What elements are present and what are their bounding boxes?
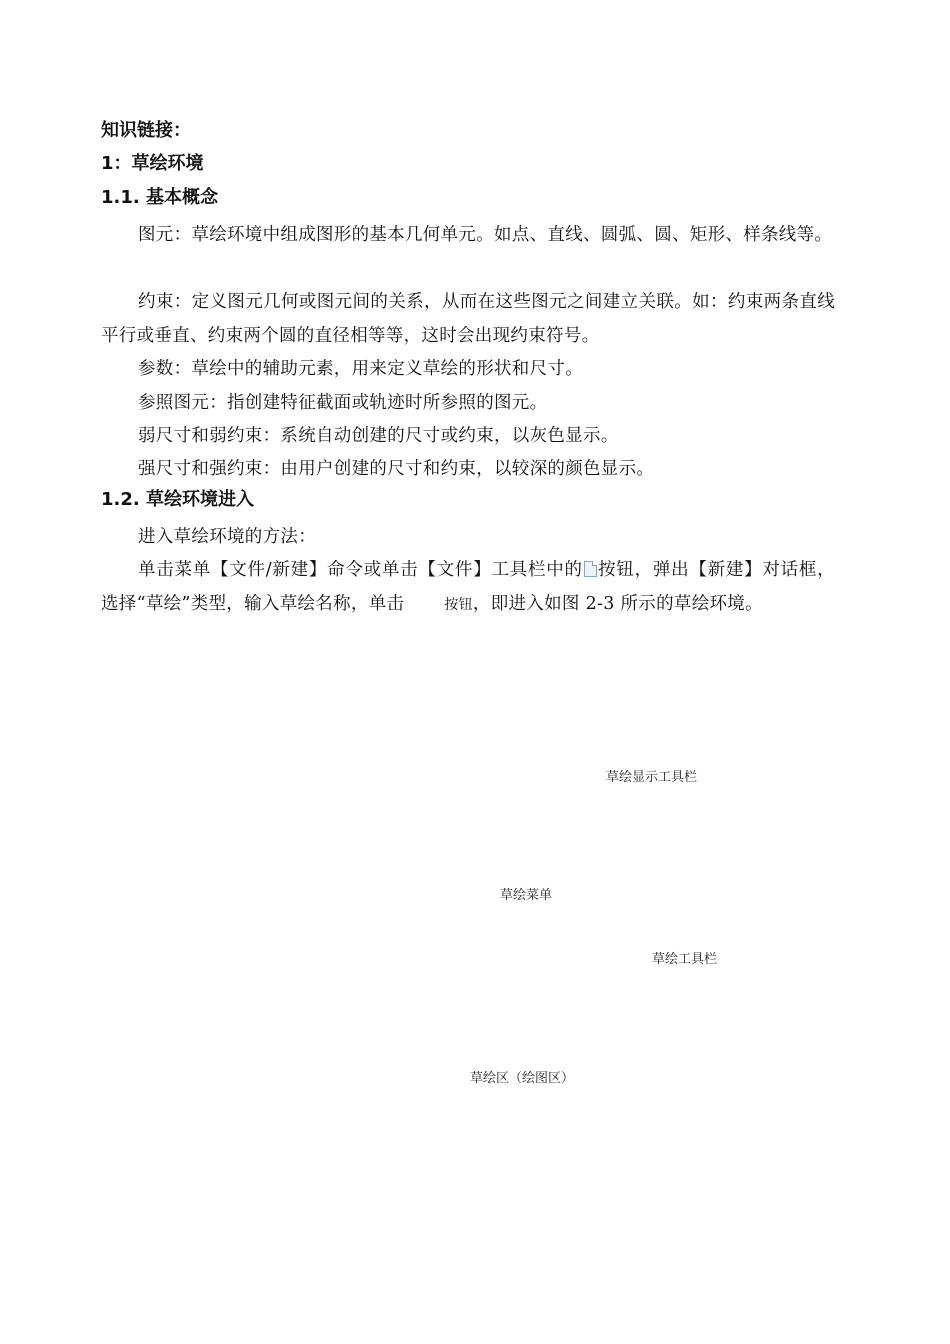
new-file-icon — [584, 561, 597, 577]
strong-dimension-paragraph: 强尺寸和强约束：由用户创建的尺寸和约束，以较深的颜色显示。 — [138, 459, 655, 479]
knowledge-link-heading: 知识链接： — [101, 120, 191, 141]
enter-steps-button-word: 按钮 — [444, 597, 473, 613]
enter-steps-paragraph — [101, 553, 835, 622]
section-1-2-heading: 1.2. 草绘环境进入 — [101, 489, 254, 510]
section-1-1-heading: 1.1. 基本概念 — [101, 187, 218, 208]
enter-steps-part-2: 按钮，弹出【新建】对话框，选择“草绘”类型，输入草绘名称，单击 — [101, 560, 835, 614]
enter-steps-part-3: ，即进入如图 2-3 所示的草绘环境。 — [472, 594, 763, 614]
callout-display-toolbar: 草绘显示工具栏 — [606, 770, 698, 785]
parameter-paragraph: 参数：草绘中的辅助元素，用来定义草绘的形状和尺寸。 — [138, 359, 583, 379]
reference-paragraph: 参照图元：指创建特征截面或轨迹时所参照的图元。 — [138, 393, 548, 413]
weak-dimension-paragraph: 弱尺寸和弱约束：系统自动创建的尺寸或约束，以灰色显示。 — [138, 426, 619, 446]
constraint-paragraph: 约束：定义图元几何或图元间的关系，从而在这些图元之间建立关联。如：约束两条直线平行或垂直、约束两个圆的直径相等等，这时会出现约束符号。 — [101, 292, 835, 346]
section-1-heading: 1：草绘环境 — [101, 153, 204, 174]
callout-sketch-toolbar: 草绘工具栏 — [652, 952, 718, 967]
enter-method-paragraph: 进入草绘环境的方法： — [138, 527, 316, 547]
enter-steps-part-1: 单击菜单【文件/新建】命令或单击【文件】工具栏中的 — [138, 560, 583, 580]
callout-sketch-area: 草绘区（绘图区） — [470, 1071, 575, 1086]
callout-sketch-menu: 草绘菜单 — [500, 888, 553, 903]
primitive-paragraph: 图元：草绘环境中组成图形的基本几何单元。如点、直线、圆弧、圆、矩形、样条线等。 — [138, 225, 833, 245]
